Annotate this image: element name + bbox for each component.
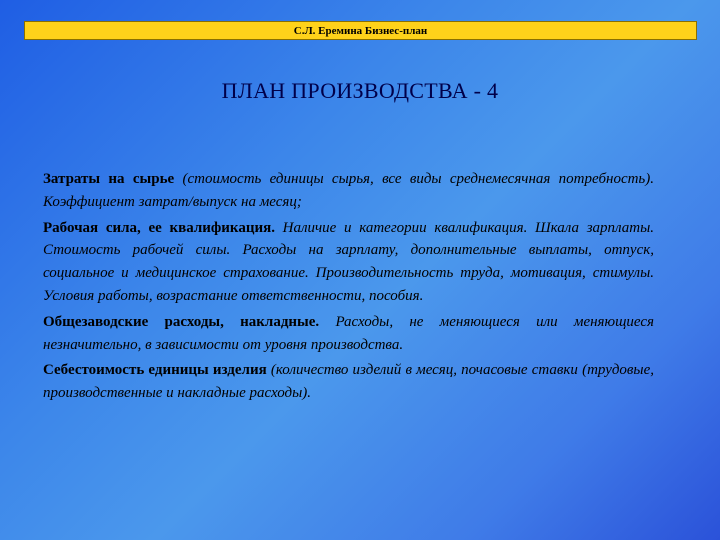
- paragraph-text: Наличие и категории квалификация. Шкала зарплаты. Стоимость рабочей силы. Расходы на зарплату, дополнительные выплаты, отпуск, социальное и медицинское страхование. Производительность труда, мотивация, стимулы. Условия работы, возрастание ответственности, пособия.: [43, 219, 655, 304]
- paragraph-heading: Рабочая сила, ее квалификация.: [43, 219, 275, 236]
- paragraph-raw-materials: [43, 168, 654, 214]
- paragraph-text: Расходы, не меняющиеся или меняющиеся незначительно, в зависимости от уровня производства.: [43, 313, 655, 353]
- header-text: С.Л. Еремина Бизнес-план: [293, 24, 428, 37]
- paragraph-unit-cost: [43, 359, 654, 405]
- paragraph-text: (количество изделий в месяц, почасовые ставки (трудовые, производственные и накладные расходы).: [43, 362, 654, 402]
- paragraph-heading: Общезаводские расходы, накладные.: [43, 313, 320, 330]
- slide-title: ПЛАН ПРОИЗВОДСТВА - 4: [221, 78, 499, 103]
- paragraph-heading: Себестоимость единицы изделия: [43, 362, 267, 379]
- header-bar: [24, 21, 697, 40]
- paragraph-heading: Затраты на сырье: [43, 171, 175, 187]
- paragraph-overhead: [43, 311, 654, 357]
- paragraph-labor: [43, 217, 654, 308]
- body-text: [43, 168, 654, 408]
- paragraph-text: (стоимость единицы сырья, все виды среднемесячная потребность). Коэффициент затрат/выпуск на месяц;: [43, 171, 655, 210]
